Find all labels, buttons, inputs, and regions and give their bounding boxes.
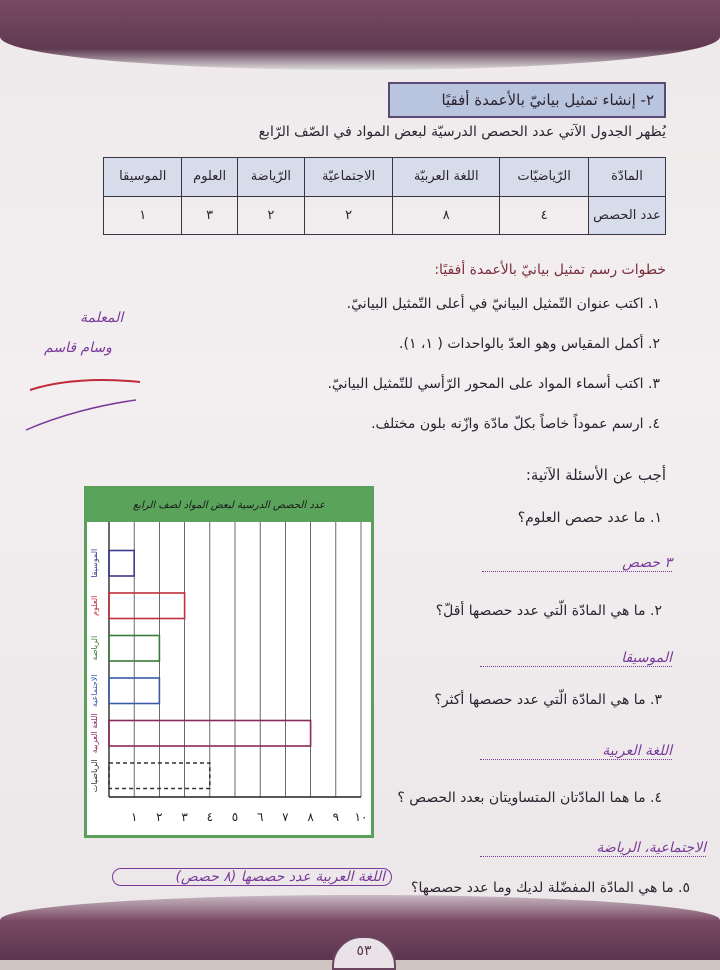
chart-plot [87, 522, 371, 835]
x-tick-label: ١ [130, 810, 138, 824]
table-cell: ٣ [182, 196, 237, 235]
bar [109, 593, 185, 619]
category-label: الرياضيات [90, 759, 99, 793]
subjects-table [103, 157, 666, 235]
page-number: ٥٣ [332, 936, 396, 970]
x-tick-label: ٥ [231, 810, 239, 824]
teacher-name: وسام قاسم [44, 340, 112, 356]
handwritten-stroke [20, 360, 150, 440]
category-label: اللغة العربية [90, 713, 99, 754]
bar [109, 551, 134, 577]
questions-title: أجب عن الأسئلة الآتية: [525, 466, 666, 484]
question-1: ١. ما عدد حصص العلوم؟ [517, 510, 662, 526]
table-cell: العلوم [182, 158, 237, 197]
table-cell: ٨ [393, 196, 500, 235]
step-item: ٢. أكمل المقياس وهو العدّ بالواحدات ( ١، ١). [399, 336, 660, 352]
table-cell: ٤ [500, 196, 589, 235]
table-row [104, 158, 666, 197]
table-cell: الموسيقا [104, 158, 182, 197]
x-tick-label: ٨ [307, 810, 314, 824]
table-cell: ٢ [305, 196, 393, 235]
step-item: ١. اكتب عنوان التّمثيل البيانيّ في أعلى التّمثيل البيانيّ. [346, 296, 660, 312]
steps-title: خطوات رسم تمثيل بيانيّ بالأعمدة أفقيًا: [434, 262, 666, 278]
category-label: العلوم [90, 595, 99, 616]
table-cell: الاجتماعيّة [305, 158, 393, 197]
x-tick-label: ٤ [206, 810, 214, 824]
table-cell: الرّياضيّات [500, 158, 589, 197]
chart-title: عدد الحصص الدرسية لبعض المواد لصف الرابع [87, 489, 371, 522]
x-tick-label: ١٠ [354, 810, 368, 824]
row-label-subject: المادّة [589, 158, 666, 197]
step-item: ٤. ارسم عموداً خاصاً بكلّ مادّة وازّنه بلون مختلف. [371, 416, 660, 432]
step-item: ٣. اكتب أسماء المواد على المحور الرّأسي للتّمثيل البيانيّ. [327, 376, 660, 392]
category-label: الرياضة [90, 635, 99, 661]
category-label: الموسيقا [90, 548, 99, 578]
table-cell: اللغة العربيّة [393, 158, 500, 197]
table-cell: ٢ [237, 196, 304, 235]
table-row [104, 196, 666, 235]
table-cell: ١ [104, 196, 182, 235]
top-decorative-band [0, 0, 720, 70]
question-4: ٤. ما هما المادّتان المتساويتان بعدد الحصص ؟ [397, 790, 662, 806]
row-label-count: عدد الحصص [589, 196, 666, 235]
question-5: ٥. ما هي المادّة المفضّلة لديك وما عدد حصصها؟ [411, 880, 690, 896]
x-tick-label: ٩ [332, 810, 340, 824]
x-tick-label: ٣ [181, 810, 188, 824]
bar-chart [84, 486, 374, 838]
intro-text: يُظهر الجدول الآتي عدد الحصص الدرسيّة لبعض المواد في الصّف الرّابع [258, 124, 666, 140]
section-title: ٢- إنشاء تمثيل بيانيّ بالأعمدة أفقيًا [388, 82, 666, 118]
x-tick-label: ٢ [156, 810, 163, 824]
x-tick-label: ٧ [282, 810, 289, 824]
x-tick-label: ٦ [256, 810, 264, 824]
question-3: ٣. ما هي المادّة الّتي عدد حصصها أكثر؟ [434, 692, 662, 708]
answer-2: الموسيقا [480, 650, 672, 667]
question-2: ٢. ما هي المادّة الّتي عدد حصصها أقلّ؟ [435, 603, 662, 619]
answer-4: الاجتماعية، الرياضة [480, 840, 706, 857]
table-cell: الرّياضة [237, 158, 304, 197]
answer-3: اللغة العربية [480, 743, 672, 760]
answer-1: ٣ حصص [482, 555, 672, 572]
answer-5: اللغة العربية عدد حصصها (٨ حصص) [112, 868, 392, 886]
category-label: الاجتماعية [90, 674, 99, 708]
teacher-label: المعلمة [80, 310, 124, 326]
